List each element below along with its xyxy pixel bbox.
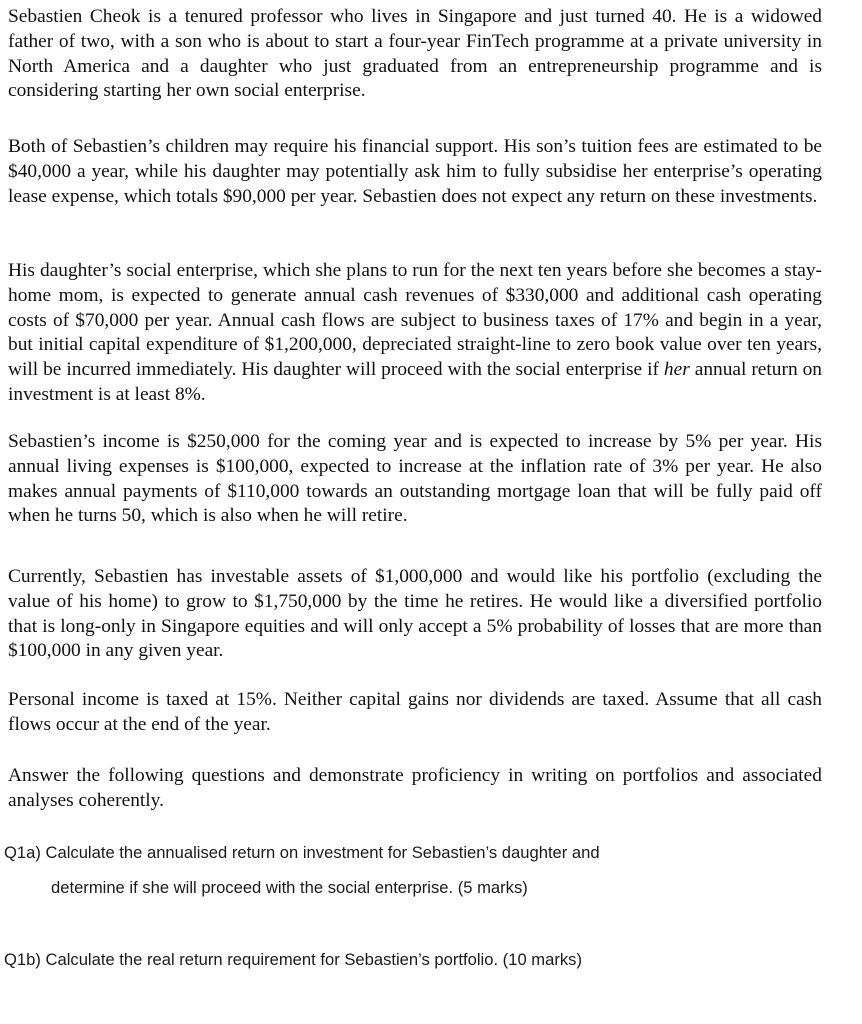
paragraph-instructions: Answer the following questions and demonstrate proficiency in writing on portfolios and associated analyses coherently. <box>8 765 822 811</box>
paragraph-children-support: Both of Sebastien’s children may require his financial support. His son’s tuition fees are estimated to be $40,000 a year, while his daughter may potentially ask him to fully subsidise her enterprise’s operating lease expense, which totals $90,000 per year. Sebastien does not expect any return on these investments. <box>8 136 822 207</box>
paragraph-social-enterprise <box>8 259 822 408</box>
p3-emphasis: her <box>663 359 690 381</box>
paragraph-tax: Personal income is taxed at 15%. Neither capital gains nor dividends are taxed. Assume that all cash flows occur at the end of the year. <box>8 689 822 735</box>
p3-text-after: annual return on investment is at least 8%. <box>8 359 822 405</box>
paragraph-income: Sebastien’s income is $250,000 for the coming year and is expected to increase by 5% per year. His annual living expenses is $100,000, expected to increase at the inflation rate of 3% per year. He also makes annual payments of $110,000 towards an outstanding mortgage loan that will be fully paid off when he turns 50, which is also when he will retire. <box>8 431 822 527</box>
paragraph-assets: Currently, Sebastien has investable assets of $1,000,000 and would like his portfolio (excluding the value of his home) to grow to $1,750,000 by the time he retires. He would like a diversified portfolio that is long-only in Singapore equities and will only accept a 5% probability of losses that are more than $100,000 in any given year. <box>8 566 822 662</box>
question-q1a-line2: determine if she will proceed with the social enterprise. (5 marks) <box>51 878 528 897</box>
paragraph-background: Sebastien Cheok is a tenured professor who lives in Singapore and just turned 40. He is a widowed father of two, with a son who is about to start a four-year FinTech programme at a private university in North America and a daughter who just graduated from an entrepreneurship programme and is considering starting her own social enterprise. <box>8 6 822 102</box>
p3-text-before: His daughter’s social enterprise, which she plans to run for the next ten years before she becomes a stay-home mom, is expected to generate annual cash revenues of $330,000 and additional cash operating costs of $70,000 per year. Annual cash flows are subject to business taxes of 17% and begin in a year, but initial capital expenditure of $1,200,000, depreciated straight-line to zero book value over ten years, will be incurred immediately. His daughter will proceed with the social enterprise if <box>8 260 822 381</box>
question-q1a-line1: Q1a) Calculate the annualised return on investment for Sebastien’s daughter and <box>4 843 600 862</box>
question-q1b: Q1b) Calculate the real return requirement for Sebastien’s portfolio. (10 marks) <box>4 950 582 969</box>
